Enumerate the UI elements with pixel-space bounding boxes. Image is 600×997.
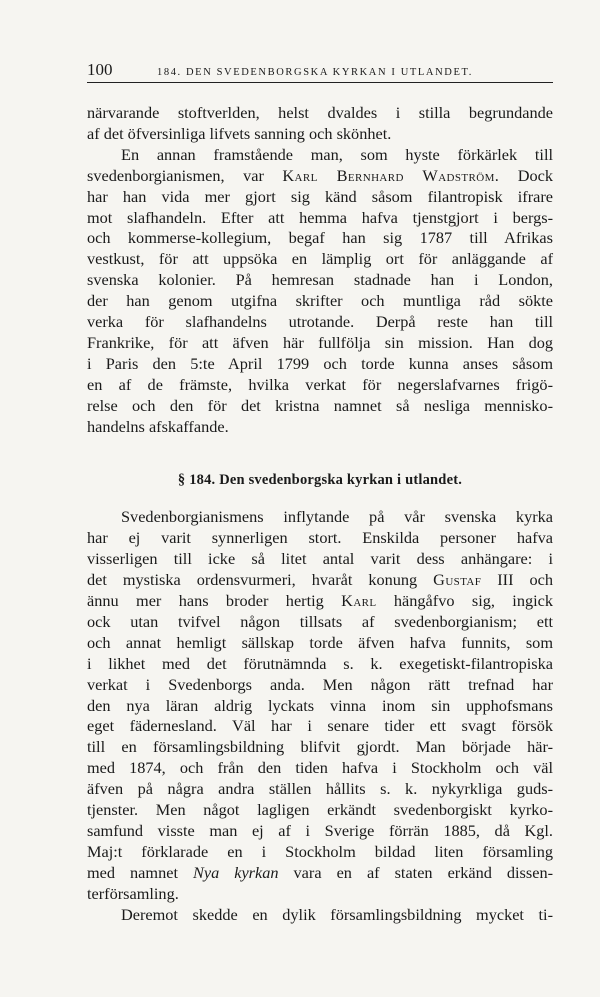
text-line: der han genom utgifna skrifter och muntliga råd sökte [87,291,553,311]
running-head: 184. DEN SVEDENBORGSKA KYRKAN I UTLANDET. [157,67,473,78]
church-name-italic: Nya kyrkan [192,862,279,882]
text-line: vestkust, för att uppsöka en lämplig ort för anläggande af [87,249,553,269]
text-run: hängåfvo sig, ingick [376,591,554,611]
text-line [87,166,553,187]
text-line: samfund visste man ej af i Sverige förrän 1885, då Kgl. [87,821,553,840]
text-line: verka för slafhandelns utrotande. Derpå reste han till [87,312,553,332]
text-line: och kommerse-kollegium, begaf han sig 1787 till Afrikas [87,228,553,248]
text-line: till en församlingsbildning blifvit gjordt. Man började här- [87,737,553,757]
text-line: den nya läran aldrig lyckats vinna inom sin upphofsmans [87,695,553,715]
paragraph-3 [87,507,553,904]
text-run: Dock [499,165,553,185]
text-run: det mystiska ordensvurmeri, hvaråt konung [87,570,434,590]
text-run: med namnet [87,862,193,882]
text-run: III och [481,570,554,590]
text-run: svedenborgianismen, var [87,165,283,185]
text-line: med 1874, och från den tiden hafva i Stockholm och väl [87,758,553,778]
section-heading: § 184. Den svedenborgska kyrkan i utlandet. [177,471,463,488]
text-line: af det öfversinliga lifvets sanning och skönhet. [87,123,392,143]
text-line: Svedenborgianismens inflytande på vår svenska kyrka [121,507,553,527]
text-line: Deremot skedde en dylik församlingsbildning mycket ti- [121,904,553,924]
person-name-wadstrom: Karl Bernhard Wadström. [282,165,500,185]
paragraph-4 [87,905,553,926]
page-number: 100 [87,60,113,79]
text-run: vara en af staten erkänd dissen- [278,862,554,882]
text-line: har han vida mer gjort sig känd såsom filantropisk ifrare [87,186,553,206]
text-line: visserligen till icke så litet antal varit dess anhängare: i [87,549,553,569]
text-line: terförsamling. [87,883,179,903]
text-line [87,591,553,612]
text-line: handelns afskaffande. [87,416,229,436]
text-line: En annan framstående man, som hyste förkärlek till [121,144,553,164]
text-line: Maj:t förklarade en i Stockholm bildad liten församling [87,841,553,861]
text-run: ännu mer hans broder hertig [87,591,342,611]
text-line: äfven på några andra ställen hållits s. k. nykyrkliga guds- [87,779,553,799]
text-line: eget fädernesland. Väl har i senare tider ett svagt försök [87,716,553,736]
text-line: verkat i Svedenborgs anda. Men någon rätt trefnad har [87,674,553,694]
text-line: närvarande stoftverlden, helst dvaldes i stilla begrundande [87,103,553,122]
text-line: har ej varit synnerligen stort. Enskilda personer hafva [87,528,553,548]
text-line: en af de främste, hvilka verkat för negerslafvarnes frigö- [87,374,553,394]
person-name-gustaf: Gustaf [433,570,482,590]
text-line: i likhet med det förutnämnda s. k. exegetiskt-filantropiska [87,653,553,673]
text-line: i Paris den 5:te April 1799 och torde kunna anses såsom [87,353,553,373]
text-line: tjenster. Men något lagligen erkändt svedenborgiskt kyrko- [87,800,553,820]
text-line: och annat hemligt sällskap torde äfven hafva funnits, som [87,632,553,652]
paragraph-2 [87,145,553,438]
text-line: svenska kolonier. På hemresan stadnade han i London, [87,270,553,290]
text-line [87,570,553,591]
text-line: Frankrike, för att äfven här fullfölja sin mission. Han dog [87,332,553,352]
text-line: relse och den för det kristna namnet så nesliga mennisko- [87,395,553,415]
text-line: mot slafhandeln. Efter att hemma hafva tjenstgjort i bergs- [87,207,553,227]
page-header [87,60,553,83]
person-name-karl: Karl [341,591,377,611]
text-line: ock utan tvifvel någon tillsats af svedenborgianism; ett [87,611,553,631]
body-text [87,103,553,926]
text-line [87,863,553,884]
paragraph-1 [87,103,553,145]
